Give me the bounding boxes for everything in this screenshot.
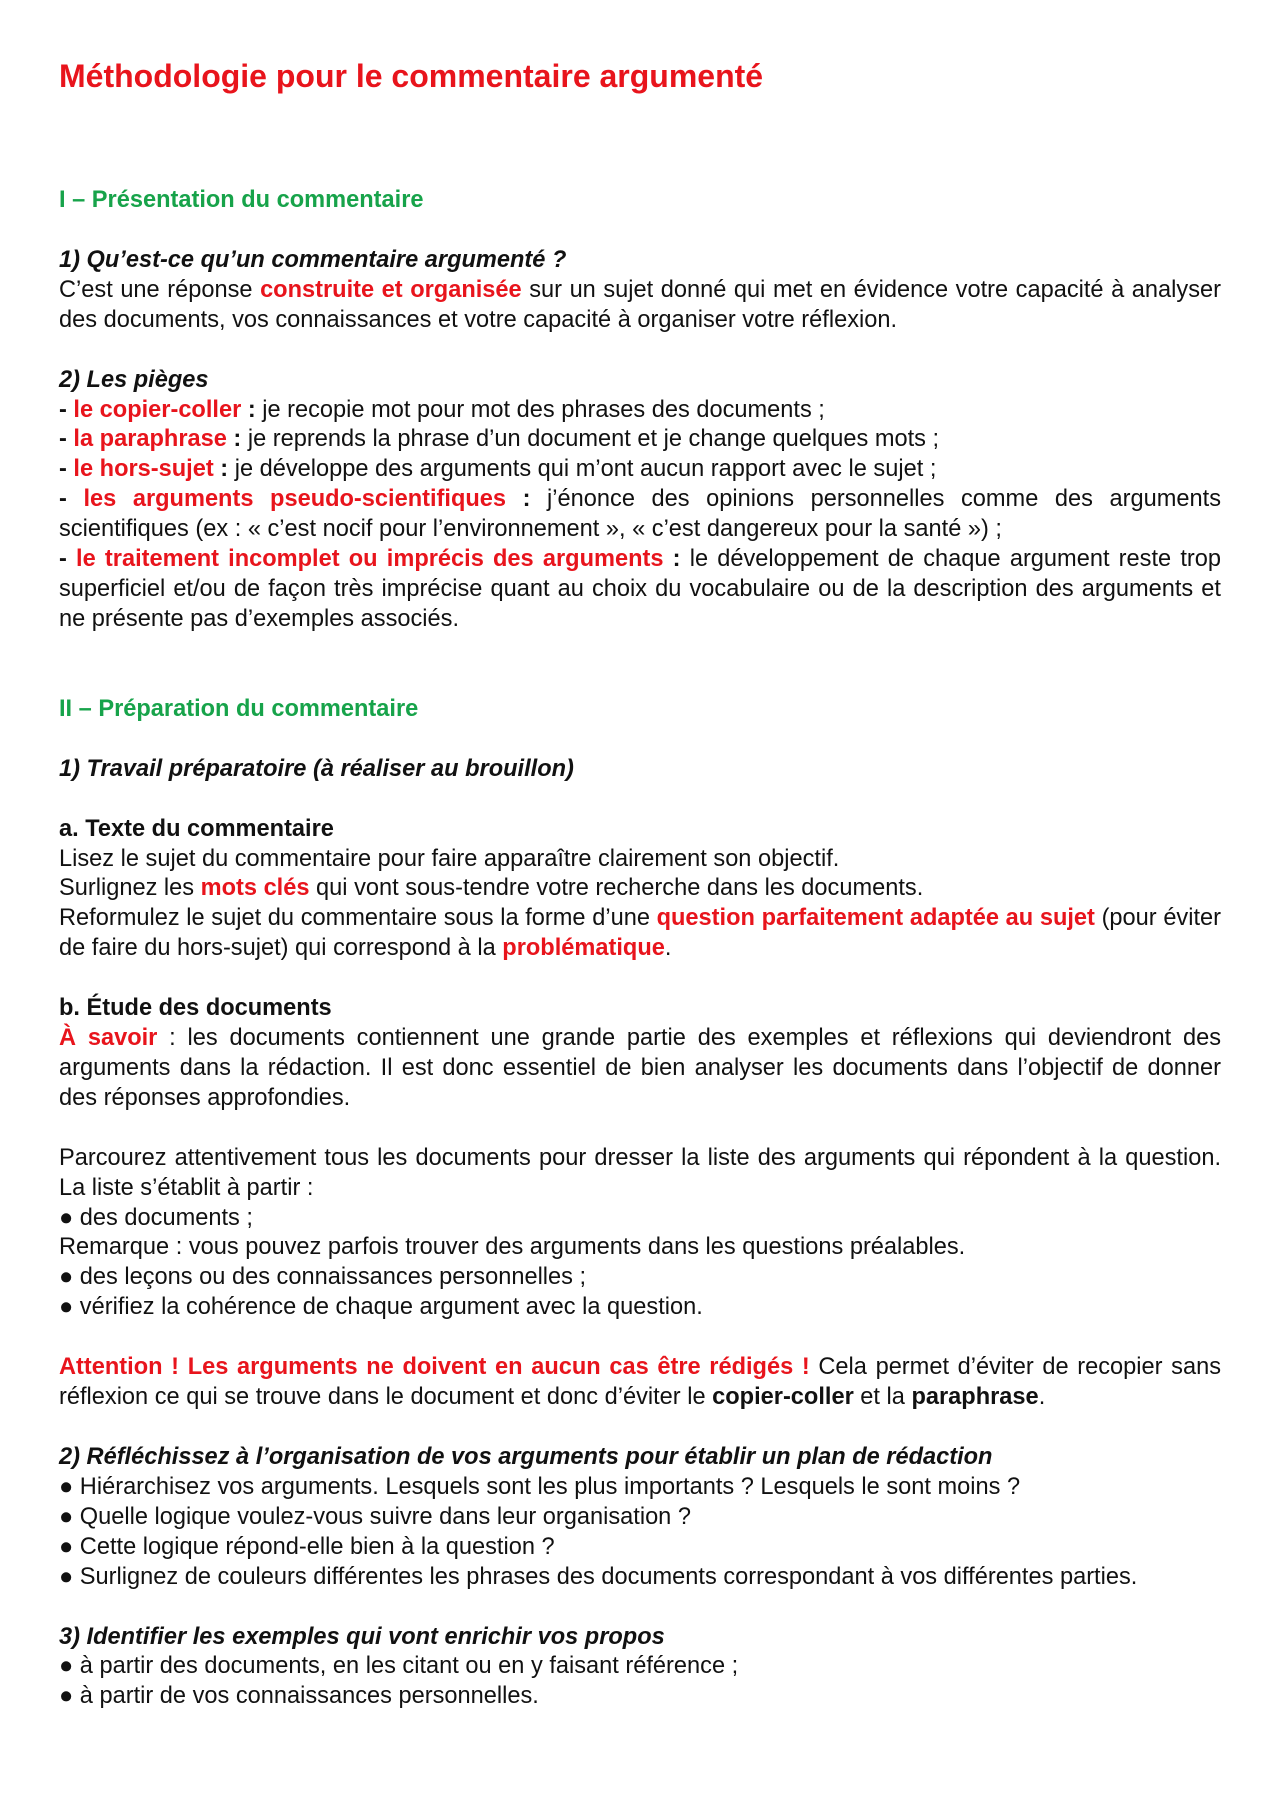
pitfall-item: - la paraphrase : je reprends la phrase d’un document et je change quelques mots ; [59,426,940,453]
list-item: ● à partir de vos connaissances personnelles. [59,1683,539,1710]
page-title: Méthodologie pour le commentaire argumenté [59,58,764,94]
s2-heading: 2) Réfléchissez à l’organisation de vos arguments pour établir un plan de rédaction [59,1444,993,1470]
section-1-heading: I – Présentation du commentaire [59,187,424,213]
list-item: ● Cette logique répond-elle bien à la question ? [59,1533,555,1560]
s1a-line3: Reformulez le sujet du commentaire sous la forme d’une question parfaitement adaptée au sujet (pour éviter de faire du hors-sujet) qui correspond à la problématique. [59,905,1222,962]
attention-paragraph: Attention ! Les arguments ne doivent en aucun cas être rédigés ! Cela permet d’éviter de recopier sans réflexion ce qui se trouve dans le document et donc d’éviter le copier-coller et la paraphrase. [59,1354,1221,1411]
s1b-heading: b. Étude des documents [59,995,332,1022]
section-2-heading: II – Préparation du commentaire [59,695,419,722]
q2-heading: 2) Les pièges [59,366,209,393]
pitfall-item: - le hors-sujet : je développe des arguments qui m’ont aucun rapport avec le sujet ; [59,456,937,483]
s1b-remark: Remarque : vous pouvez parfois trouver des arguments dans les questions préalables. [59,1234,966,1261]
s1a-line2: Surlignez les mots clés qui vont sous-tendre votre recherche dans les documents. [59,875,924,902]
list-item: ● à partir des documents, en les citant ou en y faisant référence ; [59,1653,739,1680]
s1b-browse: Parcourez attentivement tous les documents pour dresser la liste des arguments qui répondent à la question. La liste s’établit à partir : [59,1144,1221,1201]
list-item: ● Hiérarchisez vos arguments. Lesquels sont les plus importants ? Lesquels le sont moins ? [59,1473,1021,1500]
list-item: ● des leçons ou des connaissances personnelles ; [59,1264,587,1291]
q1-heading: 1) Qu’est-ce qu’un commentaire argumenté ? [59,246,567,273]
list-item: ● des documents ; [59,1204,253,1231]
q1-paragraph: C’est une réponse construite et organisée sur un sujet donné qui met en évidence votre capacité à analyser des documents, vos connaissances et votre capacité à organiser votre réflexion. [59,276,1221,333]
list-item: ● vérifiez la cohérence de chaque argument avec la question. [59,1294,703,1321]
s1a-heading: a. Texte du commentaire [59,815,334,842]
q1-highlight: construite et organisée [260,276,522,303]
s3-heading: 3) Identifier les exemples qui vont enrichir vos propos [59,1623,665,1650]
list-item: ● Quelle logique voulez-vous suivre dans leur organisation ? [59,1503,691,1530]
s1-heading: 1) Travail préparatoire (à réaliser au brouillon) [59,755,574,782]
pitfall-item: - les arguments pseudo-scientifiques : j’énonce des opinions personnelles comme des arguments scientifiques (ex : « c’est nocif pour l’environnement », « c’est dangereux pour la santé ») ; [59,486,1222,543]
pitfall-item: - le traitement incomplet ou imprécis des arguments : le développement de chaque argument reste trop superficiel et/ou de façon très imprécise quant au choix du vocabulaire ou de la description des arguments et ne présente pas d’exemples associés. [59,546,1221,632]
s1b-know: À savoir : les documents contiennent une grande partie des exemples et réflexions qui deviendront des arguments dans la rédaction. Il est donc essentiel de bien analyser les documents dans l’objectif de donner des réponses approfondies. [59,1025,1222,1111]
s1a-line1: Lisez le sujet du commentaire pour faire apparaître clairement son objectif. [59,845,840,872]
pitfall-item: - le copier-coller : je recopie mot pour mot des phrases des documents ; [59,396,825,423]
list-item: ● Surlignez de couleurs différentes les phrases des documents correspondant à vos différentes parties. [59,1563,1138,1590]
